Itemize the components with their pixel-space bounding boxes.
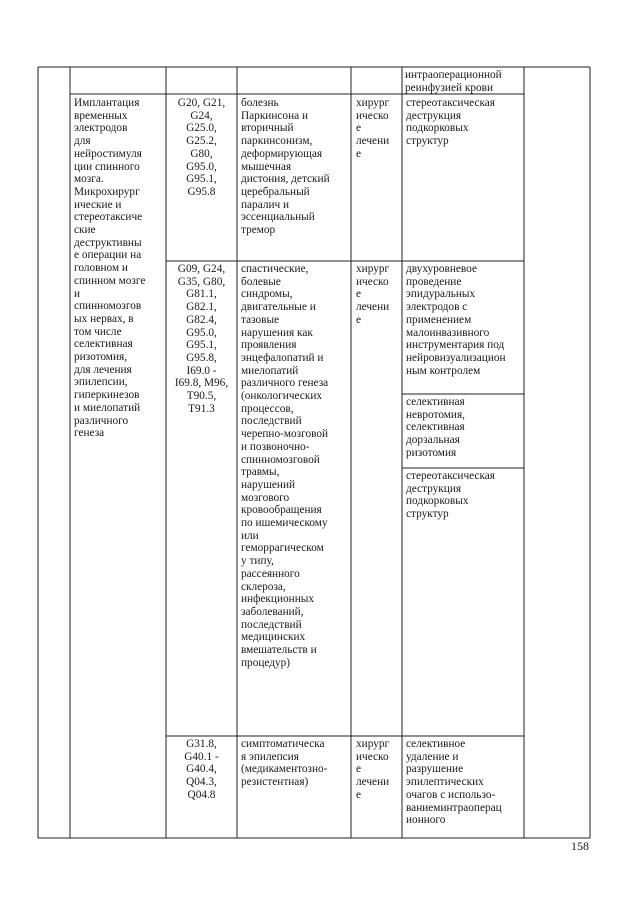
row-disease: симптоматическа я эпилепсия (медикаментозно- резистентная) [241, 738, 328, 789]
row-codes: G09, G24, G35, G80, G81.1, G82.1, G82.4, G95.0, G95.1, G95.8, I69.0 - I69.8, M96, T90.5, T91.3 [174, 263, 229, 415]
top-row-method: интраоперационной реинфузией крови [405, 69, 502, 94]
row-codes: G20, G21, G24, G25.0, G25.2, G80, G95.0, G95.1, G95.8 [177, 97, 226, 198]
page-number: 158 [571, 839, 589, 853]
row-method: двухуровневое проведение эпидуральных электродов с применением малоинвазивного инструментария под нейровизуализацион ным контролем [406, 263, 506, 377]
row-codes: G31.8, G40.1 - G40.4, Q04.3, Q04.8 [184, 738, 219, 801]
row-disease: болезнь Паркинсона и вторичный паркинсонизм, деформирующая мышечная дистония, детский церебральный паралич и эссенциальный тремор [241, 97, 330, 237]
row-method: стереотаксическая деструкция подкорковых структур [406, 470, 496, 521]
row-method: селективная невротомия, селективная дорзальная ризотомия [406, 396, 465, 459]
intervention-text: Имплантация временных электродов для нейростимуля ции спинного мозга. Микрохирург ические и стереотаксиче ские деструктивны е операции на головном и спинном мозге и спинномозгов ых нервах, в том числе селективная ризотомия, для лечения эпилепсии, гиперкинезов и миелопатий различного генеза [74, 97, 146, 440]
row-disease: спастические, болевые синдромы, двигательные и тазовые нарушения как проявления энцефалопатий и миелопатий различного генеза (онкологических процессов, последствий черепно-мозговой и позвоночно- спинномозговой травмы, нарушений мозгового кровообращения по ишемическому или геморрагическом у типу, рассеянного склероза, инфекционных заболеваний, последствий медицинских вмешательств и процедур) [241, 263, 329, 669]
row-method: стереотаксическая деструкция подкорковых структур [406, 97, 496, 148]
row-treatment: хирург ическо е лечени е [356, 263, 390, 326]
row-treatment: хирург ическо е лечени е [356, 97, 390, 160]
row-method: селективное удаление и разрушение эпилептических очагов с использо- ваниеминтраоперац ионного [406, 738, 502, 827]
row-treatment: хирург ическо е лечени е [356, 738, 390, 801]
